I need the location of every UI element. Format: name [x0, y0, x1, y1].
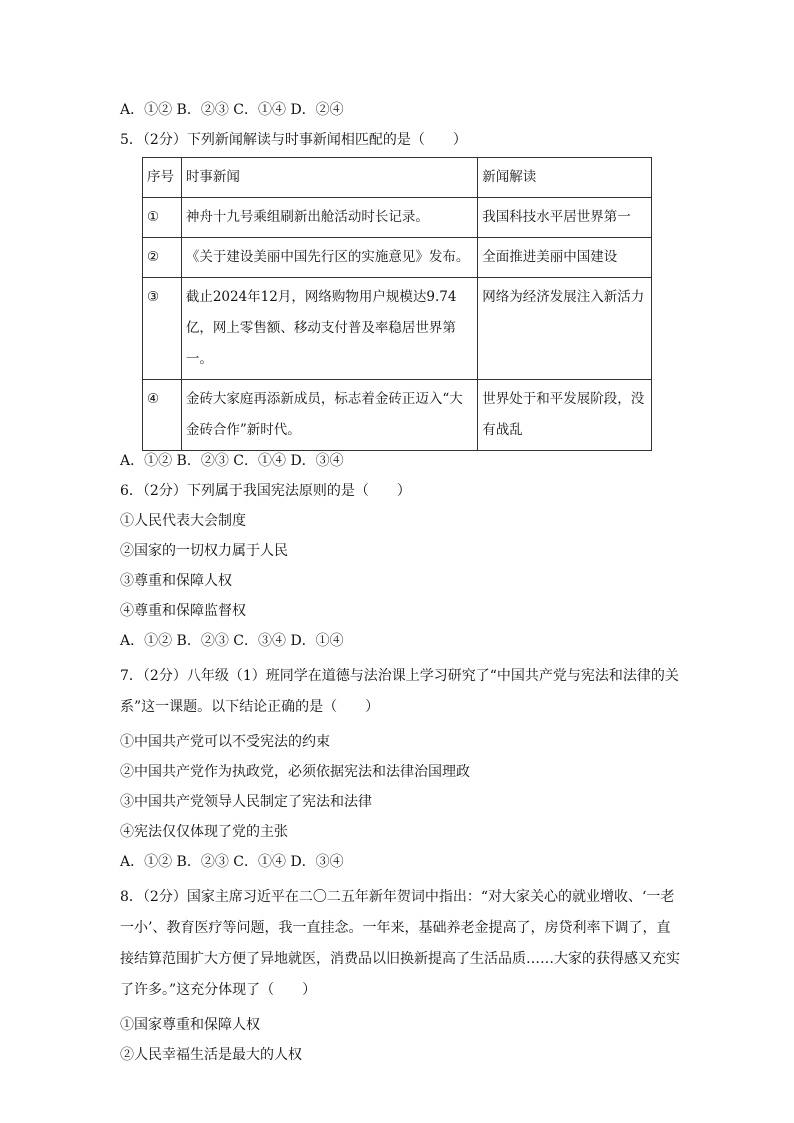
exam-content	[120, 100, 680, 1066]
q6-item: ②国家的一切权力属于人民	[120, 543, 288, 559]
table-cell: 截止2024年12月，网络购物用户规模达9.74亿，网上零售额、移动支付普及率稳居世界第一。	[181, 278, 477, 380]
q7-item: ③中国共产党领导人民制定了宪法和法律	[120, 794, 372, 810]
q7-item: ④宪法仅仅体现了党的主张	[120, 824, 288, 840]
q6-stem: 6．（2分）下列属于我国宪法原则的是（ ）	[120, 483, 411, 499]
header-cell: 序号	[143, 158, 182, 198]
q7-item: ①中国共产党可以不受宪法的约束	[120, 734, 330, 750]
table-row	[143, 198, 652, 238]
table-cell: 网络为经济发展注入新活力	[478, 278, 652, 380]
q6-item: ①人民代表大会制度	[120, 513, 246, 529]
q8-item: ①国家尊重和保障人权	[120, 1017, 260, 1033]
q6-item: ④尊重和保障监督权	[120, 603, 246, 619]
q6-item: ③尊重和保障人权	[120, 573, 232, 589]
q8-item: ②人民幸福生活是最大的人权	[120, 1047, 302, 1063]
table-cell: ①	[143, 198, 182, 238]
q4-options: A．①② B．②③ C．①④ D．②④	[120, 102, 344, 118]
q5-stem: 5．（2分）下列新闻解读与时事新闻相匹配的是（ ）	[120, 132, 467, 148]
q7-item: ②中国共产党作为执政党，必须依据宪法和法律治国理政	[120, 764, 470, 780]
table-row	[143, 278, 652, 380]
table-cell: ③	[143, 278, 182, 380]
header-cell: 时事新闻	[181, 158, 477, 198]
header-cell: 新闻解读	[478, 158, 652, 198]
q7-options: A．①② B．②③ C．①④ D．③④	[120, 854, 344, 870]
table-cell: ②	[143, 238, 182, 278]
table-cell: 世界处于和平发展阶段，没有战乱	[478, 380, 652, 451]
q8-stem: 8．（2分）国家主席习近平在二〇二五年新年贺词中指出：“对大家关心的就业增收、‘一老一小’、教育医疗等问题，我一直挂念。一年来，基础养老金提高了，房贷利率下调了，直接结算范围扩大方便了异地就医，消费品以旧换新提高了生活品质……大家的获得感又充实了许多。”这充分体现了（ ）	[120, 889, 680, 998]
table-row	[143, 238, 652, 278]
news-table	[142, 157, 652, 451]
q6-options: A．①② B．②③ C．③④ D．①④	[120, 633, 344, 649]
table-cell: 全面推进美丽中国建设	[478, 238, 652, 278]
table-row	[143, 380, 652, 451]
q5-options: A．①② B．②③ C．①④ D．③④	[120, 453, 344, 469]
table-cell: 《关于建设美丽中国先行区的实施意见》发布。	[181, 238, 477, 278]
table-cell: 我国科技水平居世界第一	[478, 198, 652, 238]
table-header-row	[143, 158, 652, 198]
table-cell: ④	[143, 380, 182, 451]
q7-stem: 7．（2分）八年级（1）班同学在道德与法治课上学习研究了“中国共产党与宪法和法律的关系”这一课题。以下结论正确的是（ ）	[120, 668, 679, 715]
table-cell: 神舟十九号乘组刷新出舱活动时长记录。	[181, 198, 477, 238]
table-cell: 金砖大家庭再添新成员，标志着金砖正迈入“大金砖合作”新时代。	[181, 380, 477, 451]
